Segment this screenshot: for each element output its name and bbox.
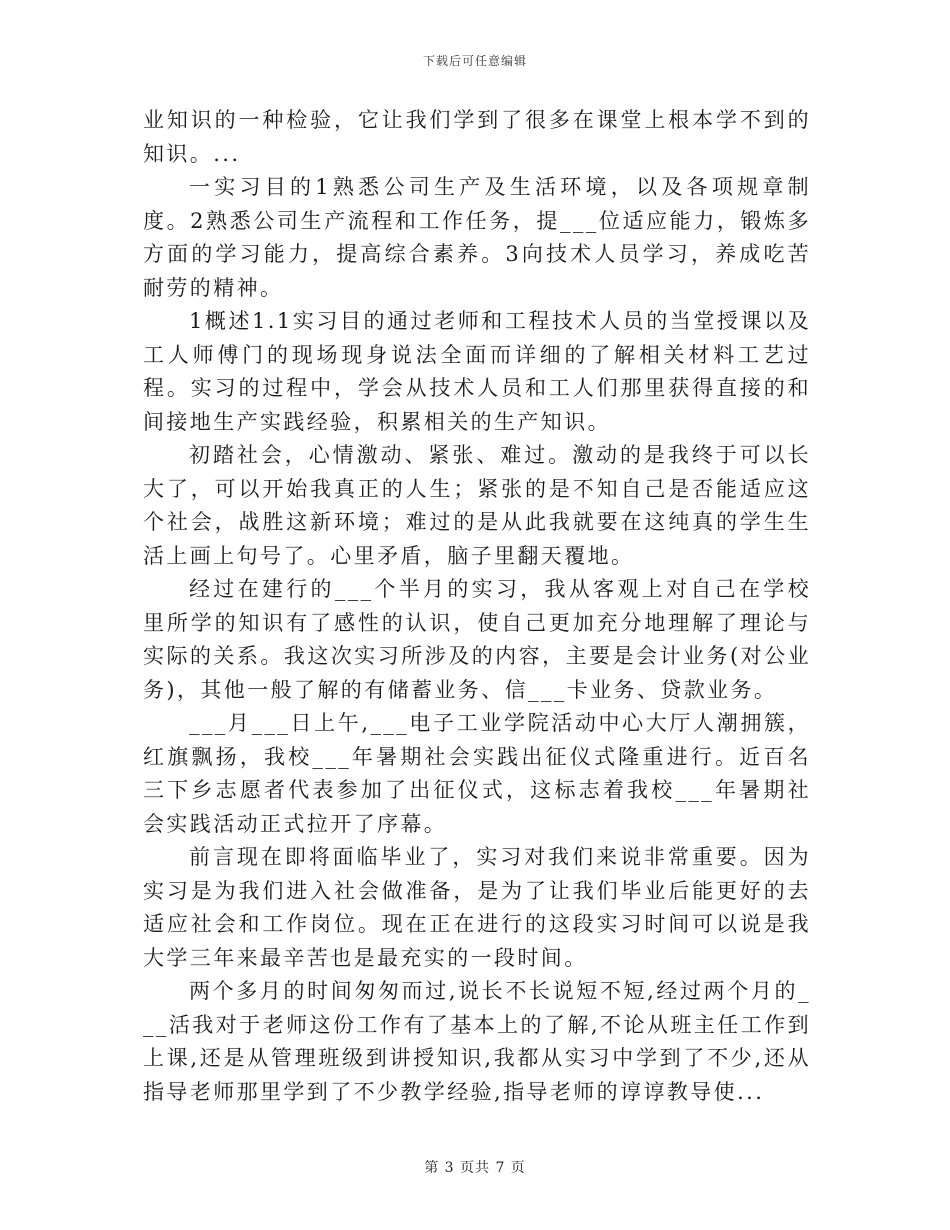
paragraph-continuation: 业知识的一种检验，它让我们学到了很多在课堂上根本学不到的知识。... <box>143 108 811 166</box>
paragraph-overview: 1概述1.1实习目的通过老师和工程技术人员的当堂授课以及工人师傅门的现场现身说法全面而详细的了解相关材料工艺过程。实习的过程中，学会从技术人员和工人们那里获得直接的和间接地生产实践经验，积累相关的生产知识。 <box>143 309 811 434</box>
paragraph-bank-internship: 经过在建行的___个半月的实习，我从客观上对自己在学校里所学的知识有了感性的认识，使自己更加充分地理解了理论与实际的关系。我这次实习所涉及的内容，主要是会计业务(对公业务)，其他一般了解的有储蓄业务、信___卡业务、贷款业务。 <box>143 577 811 702</box>
paragraph-foreword: 前言现在即将面临毕业了，实习对我们来说非常重要。因为实习是为我们进入社会做准备，是为了让我们毕业后能更好的去适应社会和工作岗位。现在正在进行的这段实习时间可以说是我大学三年来最辛苦也是最充实的一段时间。 <box>143 845 811 970</box>
paragraph-ceremony: ___月___日上午,___电子工业学院活动中心大厅人潮拥簇，红旗飘扬，我校___年暑期社会实践出征仪式隆重进行。近百名三下乡志愿者代表参加了出征仪式，这标志着我校___年暑期社会实践活动正式拉开了序幕。 <box>143 711 811 836</box>
paragraph-internship-purpose: 一实习目的1熟悉公司生产及生活环境，以及各项规章制度。2熟悉公司生产流程和工作任务，提___位适应能力，锻炼多方面的学习能力，提高综合素养。3向技术人员学习，养成吃苦耐劳的精神。 <box>143 175 811 300</box>
page-number-footer: 第 3 页共 7 页 <box>424 1160 526 1176</box>
paragraph-entering-society: 初踏社会，心情激动、紧张、难过。激动的是我终于可以长大了，可以开始我真正的人生；紧张的是不知自己是否能适应这个社会，战胜这新环境；难过的是从此我就要在这纯真的学生生活上画上句号了。心里矛盾，脑子里翻天覆地。 <box>143 443 811 568</box>
paragraph-teaching-practice: 两个多月的时间匆匆而过,说长不长说短不短,经过两个月的___活我对于老师这份工作有了基本上的了解,不论从班主任工作到上课,还是从管理班级到讲授知识,我都从实习中学到了不少,还从指导老师那里学到了不少教学经验,指导老师的谆谆教导使... <box>143 979 811 1104</box>
page-header: 下载后可任意编辑 <box>422 54 527 68</box>
document-body <box>143 104 811 1109</box>
